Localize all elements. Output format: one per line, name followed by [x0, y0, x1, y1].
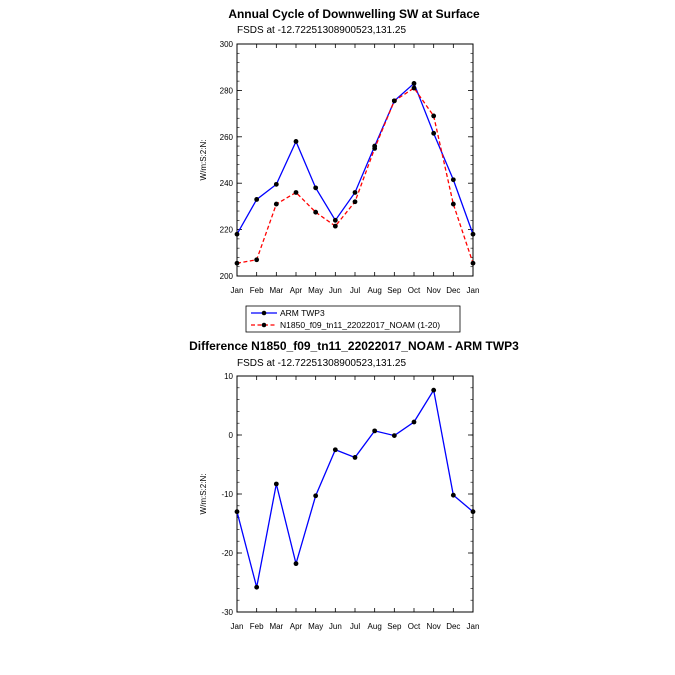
chart1-subtitle: FSDS at -12.72251308900523,131.25: [237, 25, 407, 36]
chart2-series-1-point: [274, 482, 279, 487]
chart2-x-tick-label: Jan: [466, 622, 480, 631]
chart1-x-tick-label: Oct: [407, 286, 421, 295]
chart1-series-1-point: [313, 185, 318, 190]
chart1-y-tick-label: 240: [219, 179, 233, 189]
chart2-y-axis-label: W/m:S:2:N:: [199, 473, 208, 515]
chart2-series-1-point: [313, 493, 318, 498]
chart2-series-1-point: [372, 428, 377, 433]
chart1-series-2-point: [333, 224, 338, 229]
chart2-x-tick-label: Oct: [407, 622, 421, 631]
chart1-series-1-point: [451, 177, 456, 182]
chart2-series-1-point: [412, 420, 417, 425]
legend-label-arm-twp3: ARM TWP3: [280, 308, 325, 318]
chart1-series-1-point: [431, 131, 436, 136]
chart2-series-1-point: [254, 585, 259, 590]
chart1-series-2-point: [451, 202, 456, 207]
chart1-x-tick-label: Apr: [289, 286, 303, 295]
legend-label-model: N1850_f09_tn11_22022017_NOAM (1-20): [280, 320, 441, 330]
chart2-x-tick-label: Jun: [328, 622, 342, 631]
chart2-y-tick-label: 0: [228, 431, 233, 440]
chart1-x-tick-label: Sep: [387, 286, 402, 295]
chart1-series-2-point: [294, 190, 299, 195]
chart1-y-tick-label: 260: [219, 132, 233, 142]
chart2-x-tick-label: Feb: [249, 622, 264, 631]
chart2-series-1-point: [431, 388, 436, 393]
chart1-series-2-point: [313, 210, 318, 215]
chart2-x-tick-label: Aug: [367, 622, 382, 631]
chart1-x-tick-label: Jan: [466, 286, 480, 295]
chart1-x-tick-label: Jul: [349, 286, 361, 295]
chart1-x-tick-label: Nov: [426, 286, 441, 295]
chart1-series-2-point: [372, 146, 377, 151]
chart1-series-2-point: [235, 261, 240, 266]
chart1-series-1-point: [471, 232, 476, 237]
chart2-y-tick-label: -30: [221, 608, 233, 617]
chart1-x-tick-label: Aug: [367, 286, 382, 295]
chart1-x-tick-label: Jan: [230, 286, 244, 295]
chart2-x-tick-label: Mar: [269, 622, 284, 631]
chart1-series-2-point: [274, 202, 279, 207]
chart1-y-tick-label: 200: [219, 272, 233, 281]
chart2-series-1-point: [392, 433, 397, 438]
chart1-series-1-point: [254, 197, 259, 202]
chart1-series-1-point: [235, 232, 240, 237]
chart1-y-tick-label: 220: [219, 225, 233, 235]
chart2-y-tick-label: 10: [224, 372, 233, 381]
chart1-series-1-point: [333, 218, 338, 223]
chart1-y-axis-label: W/m:S:2:N:: [199, 139, 208, 181]
chart1-legend: [246, 306, 460, 332]
chart1-series-2-point: [412, 86, 417, 91]
chart2-y-tick-label: -10: [221, 490, 233, 499]
chart2-x-tick-label: Apr: [289, 622, 303, 631]
chart1-series-2-point: [254, 257, 259, 262]
chart2-subtitle: FSDS at -12.72251308900523,131.25: [237, 358, 407, 369]
chart2-y-tick-label: -20: [221, 549, 233, 558]
chart1-series-2-point: [471, 261, 476, 266]
chart2-x-tick-label: May: [308, 622, 324, 631]
chart2-series-1-point: [294, 561, 299, 566]
chart1-x-tick-label: Mar: [269, 286, 284, 295]
chart2-series-1-point: [235, 509, 240, 514]
chart2-title: Difference N1850_f09_tn11_22022017_NOAM - ARM TWP3: [189, 339, 519, 353]
chart1-series-line-2: [237, 88, 473, 263]
chart1-title: Annual Cycle of Downwelling SW at Surface: [228, 7, 480, 21]
chart2-x-tick-label: Nov: [426, 622, 441, 631]
legend-marker-model: [262, 323, 267, 328]
chart2-x-tick-label: Sep: [387, 622, 402, 631]
chart2-x-tick-label: Dec: [446, 622, 461, 631]
chart1-series-2-point: [353, 199, 358, 204]
chart2-series-1-point: [353, 455, 358, 460]
chart1-series-2-point: [392, 98, 397, 103]
chart2-series-line-1: [237, 390, 473, 587]
chart2-x-tick-label: Jan: [230, 622, 244, 631]
chart1-series-line-1: [237, 83, 473, 234]
chart1-series-2-point: [431, 114, 436, 119]
chart1-x-tick-label: Jun: [328, 286, 342, 295]
chart1-y-tick-label: 300: [219, 40, 233, 49]
chart1-x-tick-label: Dec: [446, 286, 461, 295]
chart2-series-1-point: [451, 493, 456, 498]
legend-marker-arm-twp3: [262, 311, 267, 316]
chart2-x-tick-label: Jul: [349, 622, 361, 631]
chart2-series-1-point: [471, 509, 476, 514]
chart2-series-1-point: [333, 447, 338, 452]
chart1-series-1-point: [294, 139, 299, 144]
chart1-series-1-point: [353, 190, 358, 195]
chart1-x-tick-label: May: [308, 286, 324, 295]
chart1-series-1-point: [274, 182, 279, 187]
chart1-x-tick-label: Feb: [249, 286, 264, 295]
chart1-plot-frame: [237, 44, 473, 276]
chart1-series-1-point: [412, 81, 417, 86]
chart1-y-tick-label: 280: [219, 86, 233, 96]
